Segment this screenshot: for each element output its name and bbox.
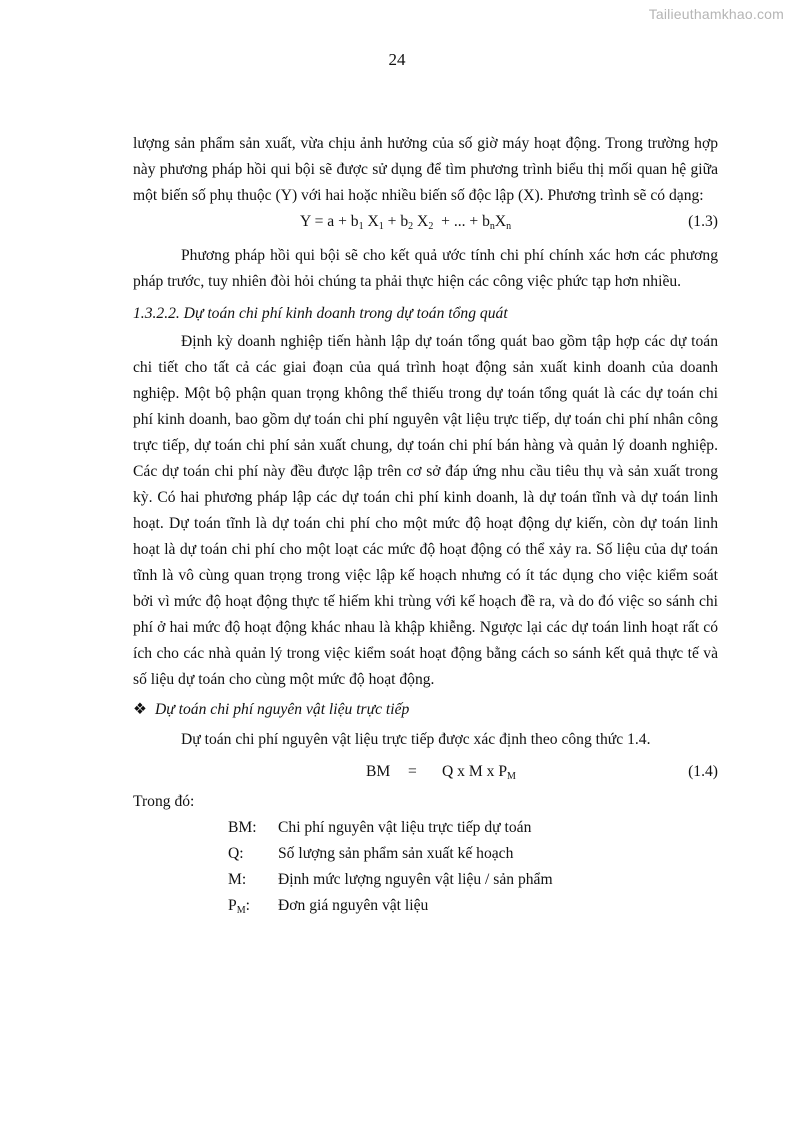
formula-1-3-expression xyxy=(300,209,511,235)
formula-part: Y = a + b xyxy=(300,213,359,230)
section-heading: 1.3.2.2. Dự toán chi phí kinh doanh trong dự toán tổng quát xyxy=(133,305,508,322)
formula-subscript: M xyxy=(507,771,516,782)
paragraph-budget: Định kỳ doanh nghiệp tiến hành lập dự toán tổng quát bao gồm tập hợp các dự toán chi tiết cho tất cả các giai đoạn của quá trình hoạt động sản xuất kinh doanh của doanh nghiệp. Một bộ phận quan trọng không thể thiếu trong dự toán tổng quát là các dự toán chi phí kinh doanh, bao gồm dự toán chi phí nguyên vật liệu trực tiếp, dự toán chi phí nhân công trực tiếp, dự toán chi phí sản xuất chung, dự toán chi phí bán hàng và quản lý doanh nghiệp. Các dự toán chi phí này đều được lập trên cơ sở đáp ứng nhu cầu tiêu thụ và sản xuất trong kỳ. Có hai phương pháp lập các dự toán chi phí kinh doanh, là dự toán tĩnh và dự toán linh hoạt. Dự toán tĩnh là dự toán chi phí cho một mức độ hoạt động dự kiến, còn dự toán linh hoạt là dự toán chi phí cho một loạt các mức độ hoạt động có thể xảy ra. Số liệu của dự toán tĩnh là vô cùng quan trọng trong việc lập kế hoạch nhưng có ít tác dụng cho việc kiểm soát bởi vì mức độ hoạt động thực tế hiếm khi trùng với kế hoạch đề ra, và do đó việc so sánh chi phí ở hai mức độ hoạt động khác nhau là khập khiễng. Ngược lại các dự toán linh hoạt rất có ích cho các nhà quản lý trong việc kiểm soát hoạt động bằng cách so sánh kết quả thực tế và số liệu dự toán cho cùng một mức độ hoạt động. xyxy=(133,333,718,688)
paragraph-formula-intro: Dự toán chi phí nguyên vật liệu trực tiếp được xác định theo công thức 1.4. xyxy=(181,731,651,748)
formula-subscript: 1 xyxy=(378,221,384,232)
definition-description: Số lượng sản phẩm sản xuất kế hoạch xyxy=(278,845,514,862)
where-label: Trong đó: xyxy=(133,793,195,810)
symbol-subscript: M xyxy=(236,905,246,916)
formula-1-4 xyxy=(133,757,718,787)
formula-subscript: 2 xyxy=(408,221,414,232)
paragraph-multiple-regression: Phương pháp hồi qui bội sẽ cho kết quả ước tính chi phí chính xác hơn các phương pháp trước, tuy nhiên đòi hỏi chúng ta phải thực hiện các công việc phức tạp hơn nhiều. xyxy=(133,247,718,290)
formula-subscript: n xyxy=(506,221,512,232)
formula-subscript: 1 xyxy=(358,221,364,232)
formula-part: + b xyxy=(383,213,409,230)
definition-row xyxy=(133,867,718,893)
formula-subscript: n xyxy=(489,221,495,232)
definition-row xyxy=(133,893,718,919)
formula-1-4-rhs xyxy=(442,757,516,787)
paragraph-regression: lượng sản phẩm sản xuất, vừa chịu ảnh hưởng của số giờ máy hoạt động. Trong trường hợp này phương pháp hồi qui bội sẽ được sử dụng để tìm phương trình biểu thị mối quan hệ giữa một biến số phụ thuộc (Y) với hai hoặc nhiều biến số độc lập (X). Phương trình sẽ có dạng: xyxy=(133,135,718,204)
formula-1-4-number: (1.4) xyxy=(688,763,718,780)
definition-symbol: BM: xyxy=(228,819,257,836)
page-body xyxy=(133,131,718,919)
formula-part: X xyxy=(413,213,429,230)
definition-row xyxy=(133,815,718,841)
bullet-heading-text: Dự toán chi phí nguyên vật liệu trực tiếp xyxy=(154,701,410,718)
definition-description: Chi phí nguyên vật liệu trực tiếp dự toán xyxy=(278,819,532,836)
definition-symbol xyxy=(228,893,250,919)
bullet-heading xyxy=(133,697,718,723)
formula-1-3-number: (1.3) xyxy=(688,213,718,230)
definition-symbol: Q: xyxy=(228,845,244,862)
symbol-part: : xyxy=(245,897,250,914)
diamond-bullet-icon: ❖ xyxy=(133,701,147,718)
definition-row xyxy=(133,841,718,867)
page-number: 24 xyxy=(388,50,406,69)
definition-description: Định mức lượng nguyên vật liệu / sản phẩm xyxy=(278,871,553,888)
definition-description: Đơn giá nguyên vật liệu xyxy=(278,897,429,914)
watermark: Tailieuthamkhao.com xyxy=(648,6,784,22)
formula-1-3 xyxy=(133,209,718,235)
formula-part: X xyxy=(494,213,507,230)
formula-1-4-lhs: BM xyxy=(366,763,391,780)
formula-part: Q x M x P xyxy=(442,763,507,780)
formula-part: + ... + b xyxy=(433,213,490,230)
formula-part: X xyxy=(363,213,379,230)
definition-symbol: M: xyxy=(228,871,247,888)
symbol-part: P xyxy=(228,897,237,914)
formula-subscript: 2 xyxy=(428,221,434,232)
formula-1-4-equals: = xyxy=(408,763,417,780)
